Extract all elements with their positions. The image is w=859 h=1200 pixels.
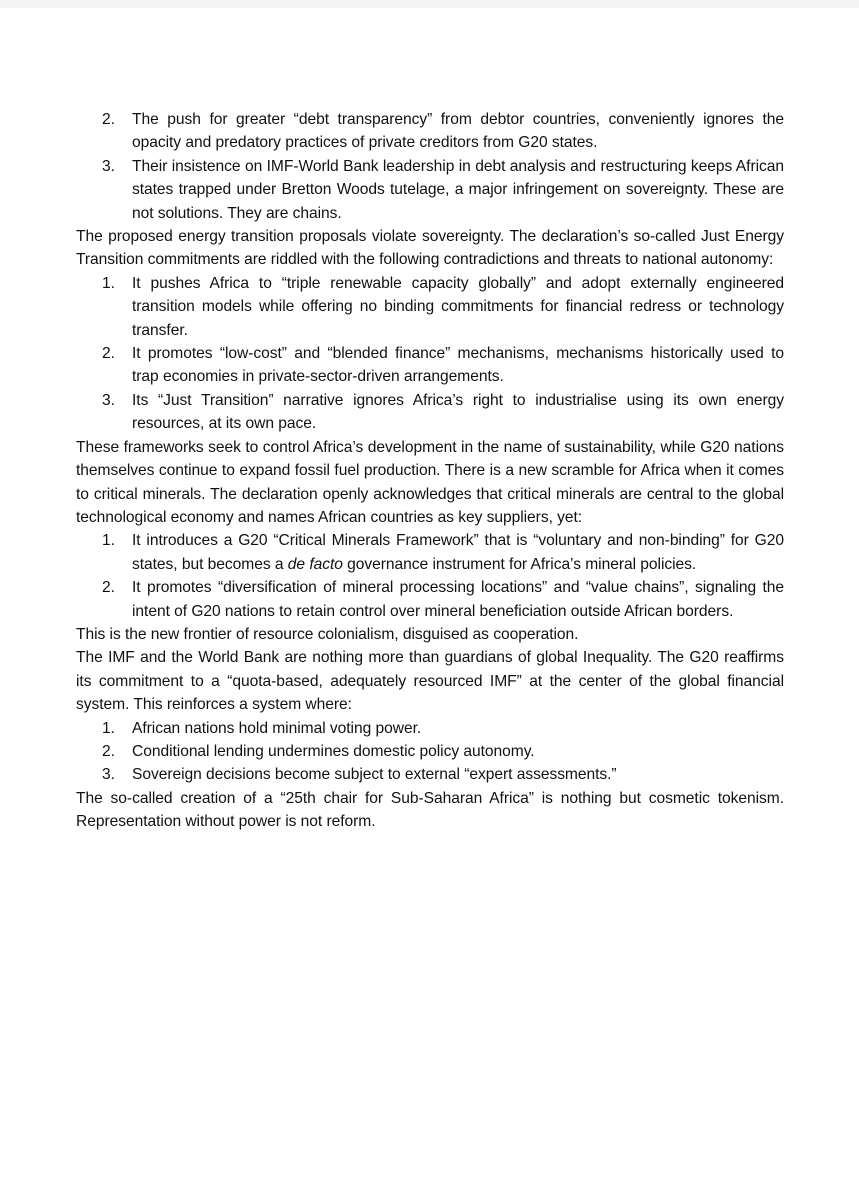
list-item [76, 529, 784, 576]
list-marker: 3. [102, 766, 115, 784]
text-run-before-italic: It introduces a G20 “Critical Minerals Framework” that is “voluntary and non-binding” for G20 states, but becomes a [132, 532, 784, 573]
list-item-text [132, 529, 784, 576]
text-run-after-italic: governance instrument for Africa’s mineral policies. [342, 555, 697, 573]
page-top-strip [0, 0, 859, 8]
critical-minerals-list [76, 529, 784, 623]
list-item-text: The push for greater “debt transparency” from debtor countries, conveniently ignores the opacity and predatory practices of private creditors from G20 states. [132, 111, 784, 152]
list-marker: 1. [102, 532, 115, 550]
list-marker: 3. [102, 157, 115, 175]
list-item-text: Their insistence on IMF-World Bank leadership in debt analysis and restructuring keeps African states trapped under Bretton Woods tutelage, a major infringement on sovereignty. These are not solutions. They are chains. [132, 157, 784, 222]
list-item [76, 576, 784, 623]
list-item-text: Sovereign decisions become subject to external “expert assessments.” [132, 766, 617, 784]
imf-system-list [76, 717, 784, 787]
list-item [76, 763, 784, 786]
list-marker: 2. [102, 579, 115, 597]
list-item [76, 389, 784, 436]
energy-transition-intro: The proposed energy transition proposals violate sovereignty. The declaration’s so-called Just Energy Transition commitments are riddled with the following contradictions and threats to national autonomy: [76, 228, 784, 269]
list-item-text: Conditional lending undermines domestic policy autonomy. [132, 742, 535, 760]
list-item-text: Its “Just Transition” narrative ignores Africa’s right to industrialise using its own energy resources, at its own pace. [132, 391, 784, 433]
document-body [76, 108, 784, 834]
list-item-text: African nations hold minimal voting power. [132, 719, 422, 737]
list-item-text: It promotes “low-cost” and “blended finance” mechanisms, mechanisms historically used to trap economies in private-sector-driven arrangements. [132, 345, 784, 386]
list-marker: 1. [102, 274, 115, 292]
imf-world-bank-intro: The IMF and the World Bank are nothing more than guardians of global Inequality. The G20 reaffirms its commitment to a “quota-based, adequately resourced IMF” at the center of the global financial system. This reinforces a system where: [76, 649, 784, 714]
resource-colonialism-statement: This is the new frontier of resource colonialism, disguised as cooperation. [76, 625, 579, 643]
list-marker: 2. [102, 742, 115, 760]
list-marker: 2. [102, 345, 115, 363]
list-item-text: It promotes “diversification of mineral processing locations” and “value chains”, signaling the intent of G20 nations to retain control over mineral beneficiation outside African borders. [132, 579, 784, 620]
list-item [76, 108, 784, 155]
list-item [76, 272, 784, 342]
debt-critique-list [76, 108, 784, 225]
list-item [76, 155, 784, 225]
list-marker: 2. [102, 111, 115, 128]
list-item [76, 717, 784, 740]
italic-term: de facto [287, 555, 343, 573]
tokenism-conclusion: The so-called creation of a “25th chair for Sub-Saharan Africa” is nothing but cosmetic tokenism. Representation without power is not reform. [76, 789, 784, 831]
critical-minerals-intro: These frameworks seek to control Africa’s development in the name of sustainability, while G20 nations themselves continue to expand fossil fuel production. There is a new scramble for Africa when it comes to critical minerals. The declaration openly acknowledges that critical minerals are central to the global technological economy and names African countries as key suppliers, yet: [76, 438, 784, 526]
list-marker: 1. [102, 719, 115, 737]
list-item [76, 740, 784, 763]
list-item [76, 342, 784, 389]
list-item-text: It pushes Africa to “triple renewable capacity globally” and adopt externally engineered transition models while offering no binding commitments for financial redress or technology transfer. [132, 274, 784, 339]
energy-transition-list [76, 272, 784, 436]
list-marker: 3. [102, 391, 115, 409]
